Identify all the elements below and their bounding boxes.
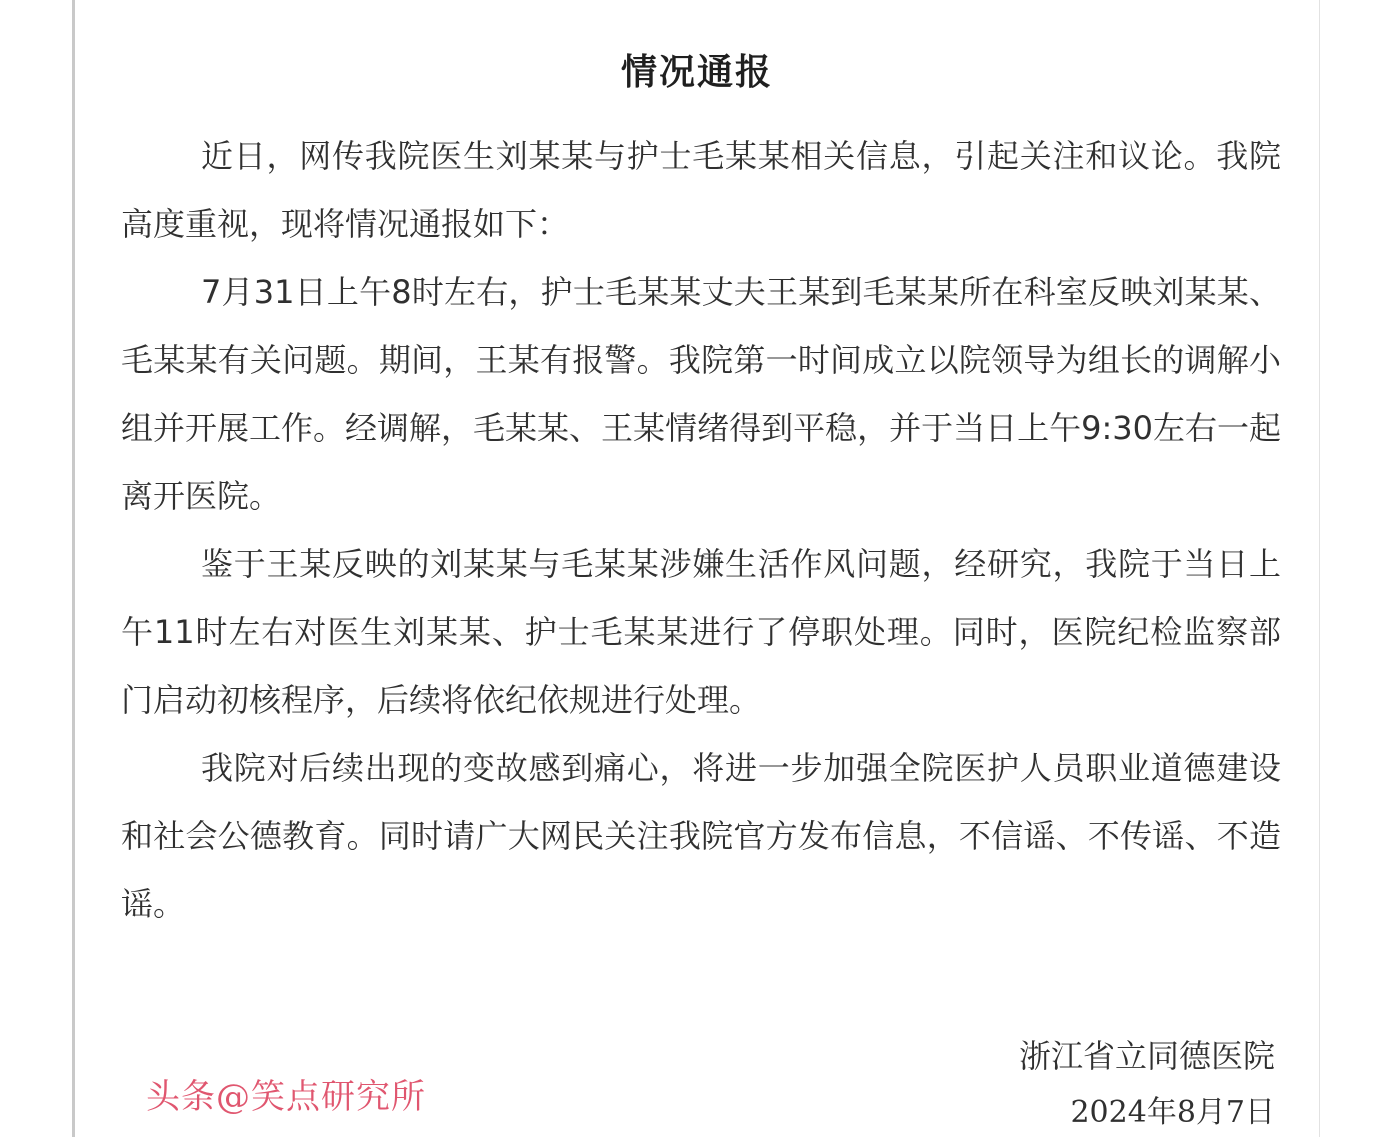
paragraph-intro: 近日，网传我院医生刘某某与护士毛某某相关信息，引起关注和议论。我院高度重视，现将情况通报如下： xyxy=(121,137,1281,243)
document-page xyxy=(72,0,1320,1137)
paragraph-suspension: 鉴于王某反映的刘某某与毛某某涉嫌生活作风问题，经研究，我院于当日上午11时左右对医生刘某某、护士毛某某进行了停职处理。同时，医院纪检监察部门启动初核程序，后续将依纪依规进行处理。 xyxy=(121,545,1281,719)
document-body xyxy=(121,122,1281,938)
document-title: 情况通报 xyxy=(620,52,773,93)
issue-date: 2024年8月7日 xyxy=(1070,1095,1275,1130)
paragraph-closing: 我院对后续出现的变故感到痛心，将进一步加强全院医护人员职业道德建设和社会公德教育。同时请广大网民关注我院官方发布信息，不信谣、不传谣、不造谣。 xyxy=(121,749,1281,923)
issuer-signature: 浙江省立同德医院 xyxy=(1018,1037,1275,1075)
paragraph-incident: 7月31日上午8时左右，护士毛某某丈夫王某到毛某某所在科室反映刘某某、毛某某有关问题。期间，王某有报警。我院第一时间成立以院领导为组长的调解小组并开展工作。经调解，毛某某、王某情绪得到平稳，并于当日上午9:30左右一起离开医院。 xyxy=(121,273,1281,515)
source-watermark: 头条@笑点研究所 xyxy=(146,1077,426,1117)
